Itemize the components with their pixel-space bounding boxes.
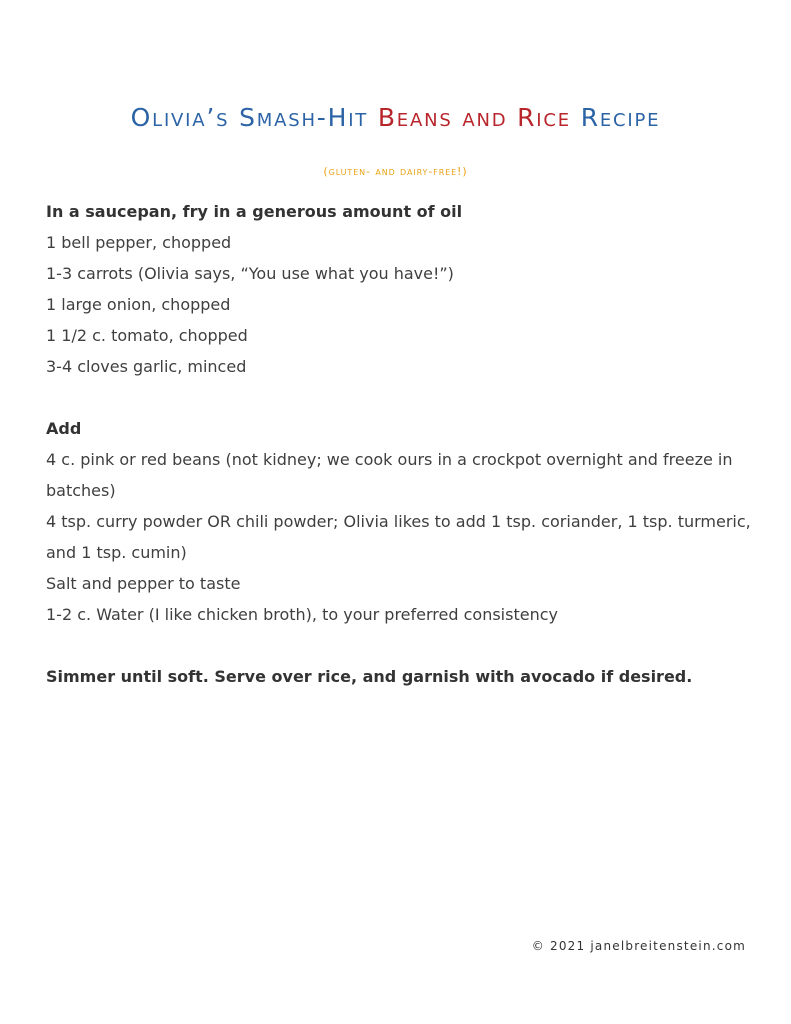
ingredient-line: 4 tsp. curry powder OR chili powder; Olivia likes to add 1 tsp. coriander, 1 tsp. turmeric, and 1 tsp. cumin)	[46, 512, 751, 562]
ingredient-line: 1 large onion, chopped	[46, 295, 231, 314]
ingredient-line: 3-4 cloves garlic, minced	[46, 357, 247, 376]
section-heading-add: Add	[46, 419, 82, 438]
closing-instruction: Simmer until soft. Serve over rice, and garnish with avocado if desired.	[46, 667, 693, 686]
ingredient-line: 1-3 carrots (Olivia says, “You use what you have!”)	[46, 264, 454, 283]
ingredient-line: Salt and pepper to taste	[46, 574, 241, 593]
recipe-title	[0, 103, 791, 132]
recipe-subtitle: (gluten- and dairy-free!)	[323, 165, 468, 178]
spacer	[46, 630, 756, 661]
ingredient-line: 1-2 c. Water (I like chicken broth), to your preferred consistency	[46, 605, 558, 624]
title-part-recipe: Recipe	[570, 103, 661, 132]
title-part-olivias-smash-hit: Olivia’s Smash-Hit	[130, 103, 378, 132]
spacer	[46, 382, 756, 413]
ingredient-line: 4 c. pink or red beans (not kidney; we cook ours in a crockpot overnight and freeze in batches)	[46, 450, 733, 500]
ingredient-line: 1 bell pepper, chopped	[46, 233, 232, 252]
title-part-beans-and-rice: Beans and Rice	[377, 103, 571, 132]
copyright-footer: © 2021 janelbreitenstein.com	[531, 939, 746, 953]
ingredient-line: 1 1/2 c. tomato, chopped	[46, 326, 248, 345]
recipe-body	[46, 196, 756, 692]
section-heading-fry: In a saucepan, fry in a generous amount of oil	[46, 202, 463, 221]
